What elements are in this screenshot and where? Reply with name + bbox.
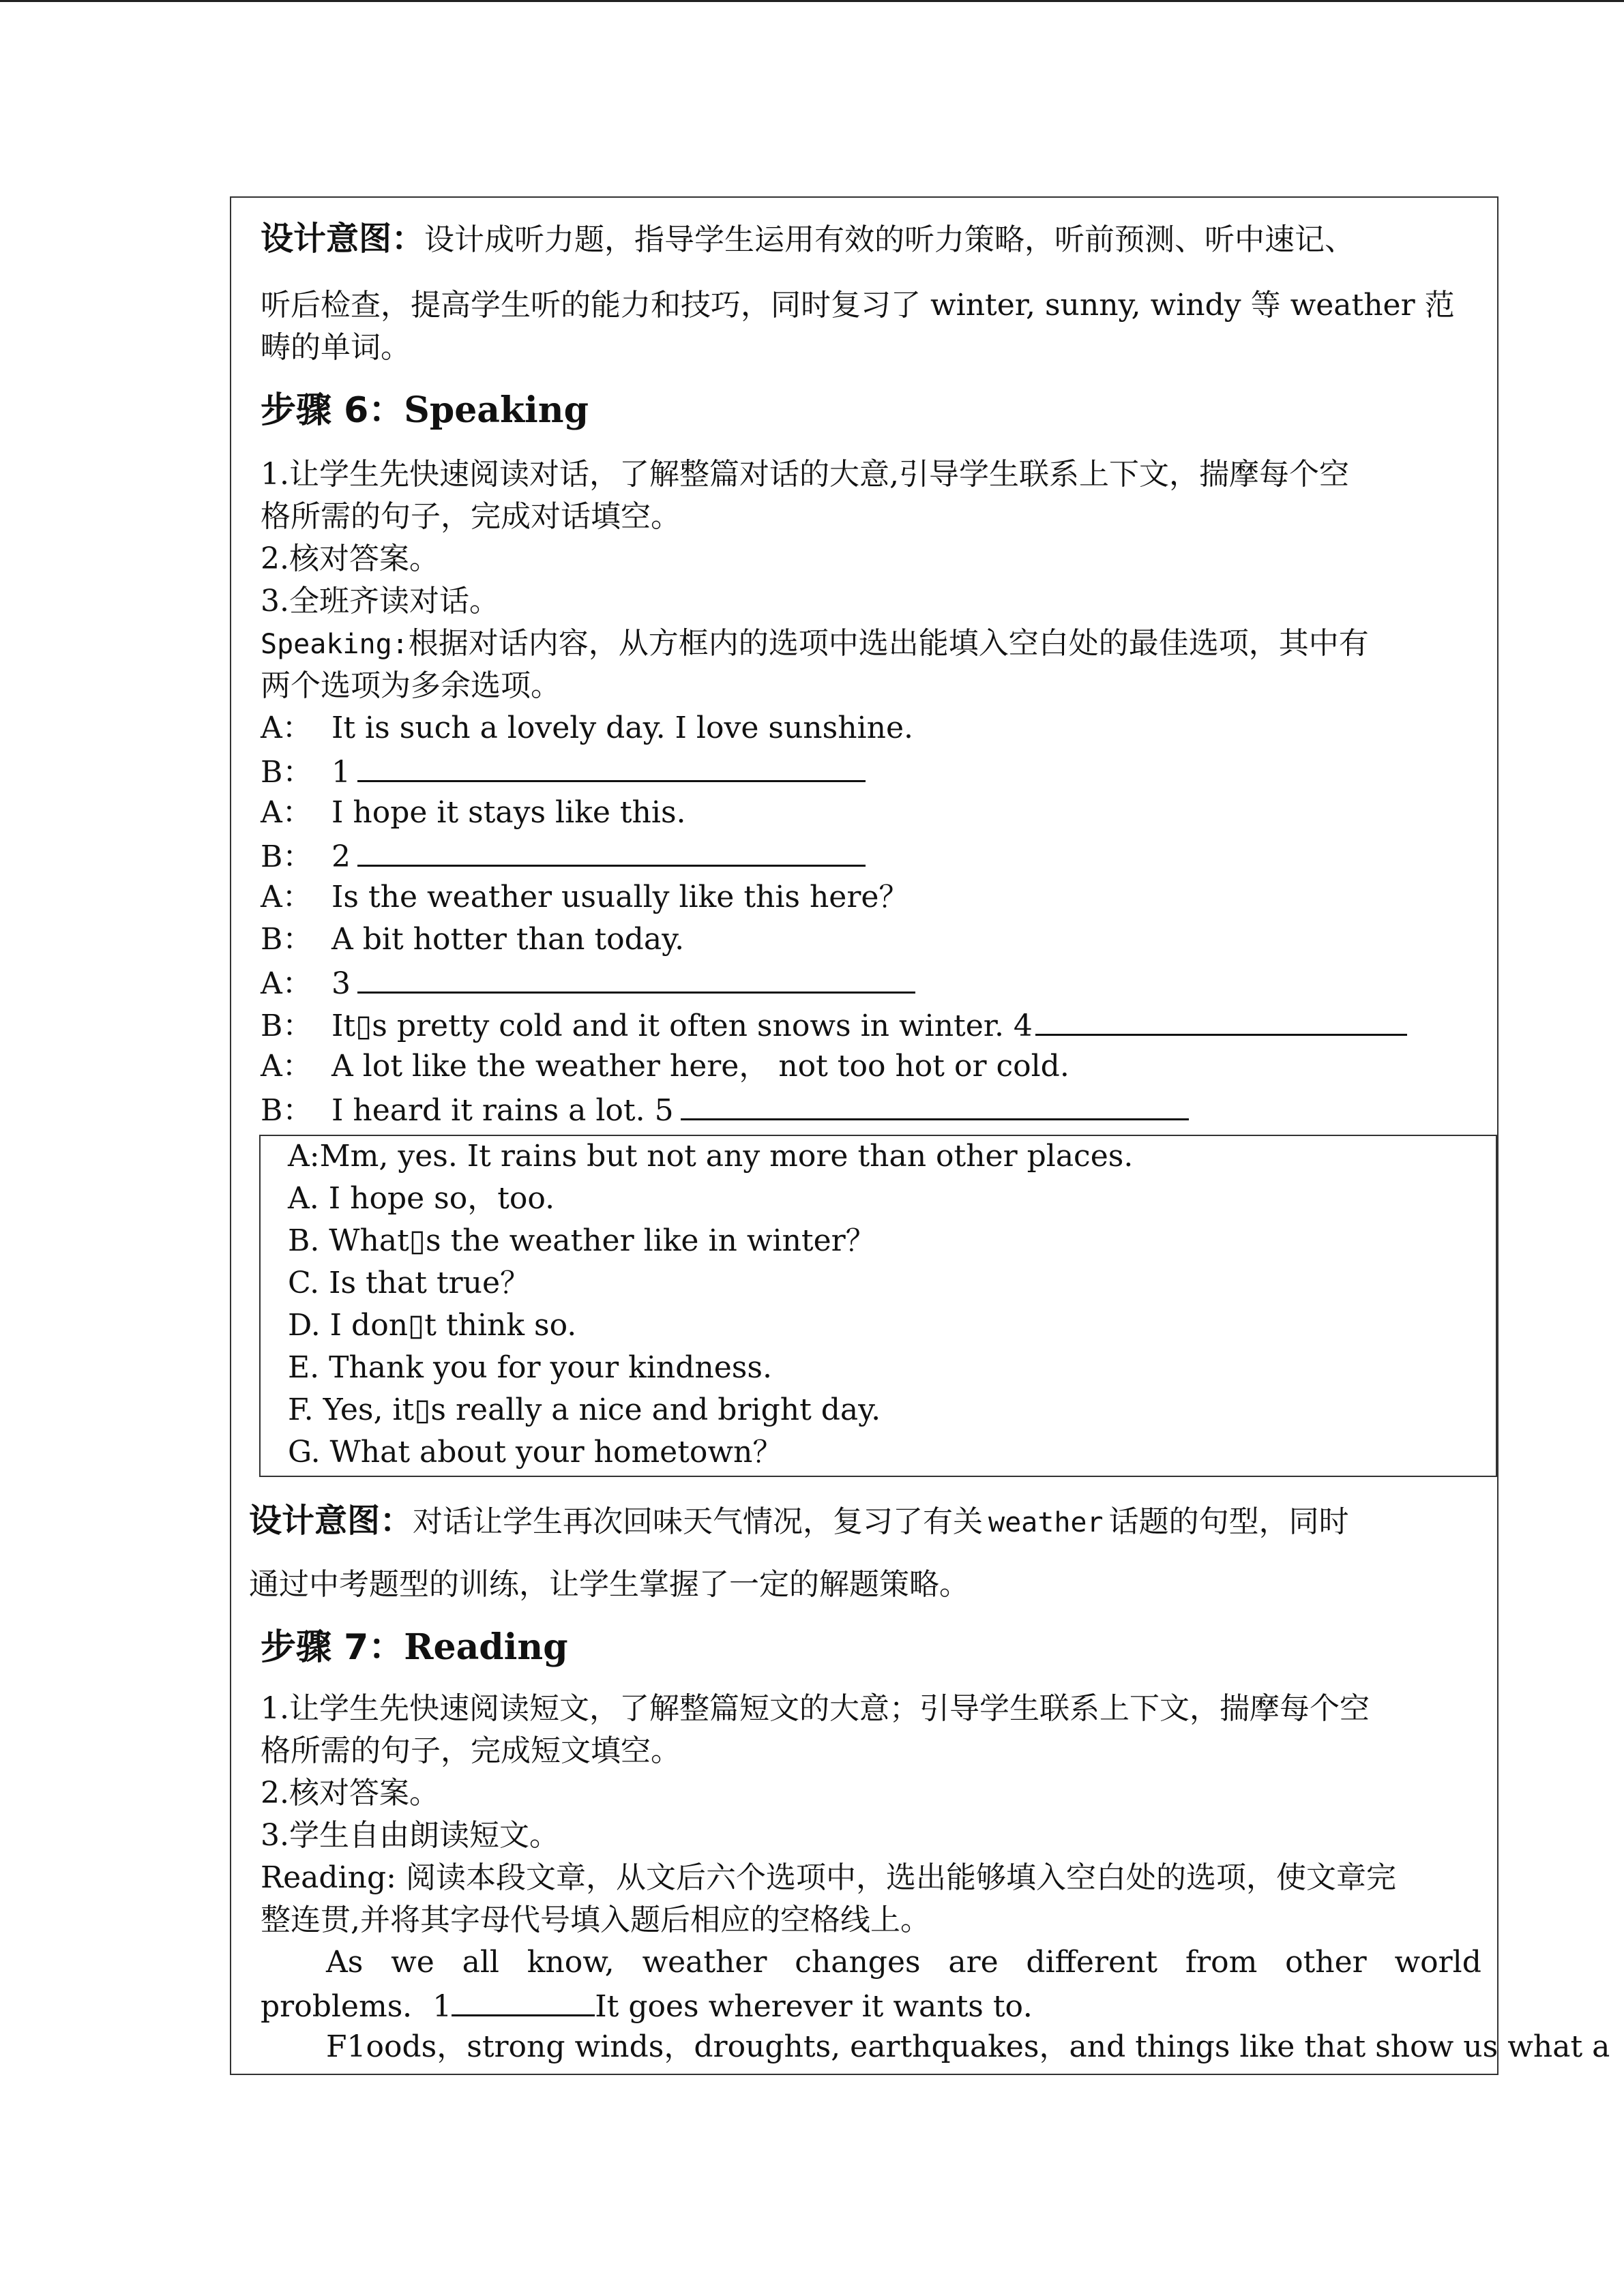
step7-instruction-2: 格所需的句子，完成短文填空。 — [261, 1733, 681, 1768]
answer-blank-4[interactable] — [1035, 1005, 1407, 1036]
intent1-line3: 畴的单词。 — [261, 330, 411, 365]
option-item: A. I hope so，too. — [288, 1181, 555, 1216]
top-rule — [0, 0, 1624, 2]
dialogue-line: B： 2 — [261, 836, 866, 876]
step6-instruction-2: 格所需的句子，完成对话填空。 — [261, 499, 681, 534]
step6-instruction-3: 2.核对答案。 — [261, 541, 439, 576]
answer-blank-2[interactable] — [357, 836, 866, 867]
step6-task-line1: Speaking:根据对话内容，从方框内的选项中选出能填入空白处的最佳选项，其中有 — [261, 626, 1369, 661]
reading-paragraph2-line1: F1oods，strong winds，droughts, earthquakes，and things like that show us what a — [326, 2029, 1610, 2064]
answer-blank-3[interactable] — [357, 963, 915, 994]
dialogue-line: A： I hope it stays like this. — [261, 795, 686, 830]
option-item: E. Thank you for your kindness. — [288, 1350, 772, 1385]
reading-paragraph1-line2: problems．1 It goes wherever it wants to． — [261, 1986, 1053, 2026]
option-item: G. What about your hometown？ — [288, 1435, 783, 1470]
option-item: D. I don▯t think so. — [288, 1308, 577, 1343]
dialogue-line: B： It▯s pretty cold and it often snows in winter. 4 — [261, 1005, 1407, 1045]
step7-heading: 步骤 7：Reading — [261, 1626, 568, 1668]
step7-instruction-4: 3.学生自由朗读短文。 — [261, 1818, 559, 1853]
answer-blank-1[interactable] — [357, 751, 866, 782]
step7-task-line1: Reading: 阅读本段文章，从文后六个选项中，选出能够填入空白处的选项，使文章完 — [261, 1860, 1396, 1895]
dialogue-line: A： It is such a lovely day. I love sunshine. — [261, 711, 913, 745]
option-item: F. Yes, it▯s really a nice and bright day. — [288, 1392, 881, 1427]
option-item: C. Is that true？ — [288, 1266, 531, 1300]
intent2-line1: 设计意图：对话让学生再次回味天气情况，复习了有关 weather 话题的句型，同时 — [249, 1502, 1349, 1540]
answer-blank-5[interactable] — [681, 1090, 1189, 1120]
intent2-line2: 通过中考题型的训练，让学生掌握了一定的解题策略。 — [249, 1567, 969, 1602]
step6-heading: 步骤 6：Speaking — [261, 389, 589, 431]
reading-blank-1[interactable] — [452, 1986, 595, 2016]
dialogue-line: A： Is the weather usually like this here？ — [261, 880, 909, 914]
step6-instruction-1: 1.让学生先快速阅读对话，了解整篇对话的大意,引导学生联系上下文，揣摩每个空 — [261, 457, 1349, 492]
step6-task-line2: 两个选项为多余选项。 — [261, 668, 561, 703]
dialogue-line: A： A lot like the weather here， not too hot or cold. — [261, 1049, 1069, 1084]
intent1-line2: 听后检查，提高学生听的能力和技巧，同时复习了 winter, sunny, windy 等 weather 范 — [261, 288, 1455, 323]
dialogue-line: B： I heard it rains a lot. 5 — [261, 1090, 1189, 1130]
intent1-label: 设计意图： — [261, 220, 425, 258]
step7-instruction-1: 1.让学生先快速阅读短文，了解整篇短文的大意；引导学生联系上下文，揣摩每个空 — [261, 1691, 1370, 1726]
option-item: A:Mm, yes. It rains but not any more than other places. — [288, 1139, 1134, 1174]
reading-paragraph1-line1: As we all know, weather changes are different from other world — [326, 1945, 1481, 1980]
dialogue-line: B： 1 — [261, 751, 866, 792]
step7-task-line2: 整连贯,并将其字母代号填入题后相应的空格线上。 — [261, 1903, 930, 1937]
intent2-label: 设计意图： — [249, 1502, 413, 1540]
dialogue-line: A： 3 — [261, 963, 915, 1003]
option-item: B. What▯s the weather like in winter？ — [288, 1223, 876, 1258]
dialogue-line: B： A bit hotter than today. — [261, 922, 685, 957]
step6-instruction-4: 3.全班齐读对话。 — [261, 584, 499, 618]
intent1-line1: 设计意图：设计成听力题，指导学生运用有效的听力策略，听前预测、听中速记、 — [261, 220, 1355, 258]
step7-instruction-3: 2.核对答案。 — [261, 1776, 439, 1810]
